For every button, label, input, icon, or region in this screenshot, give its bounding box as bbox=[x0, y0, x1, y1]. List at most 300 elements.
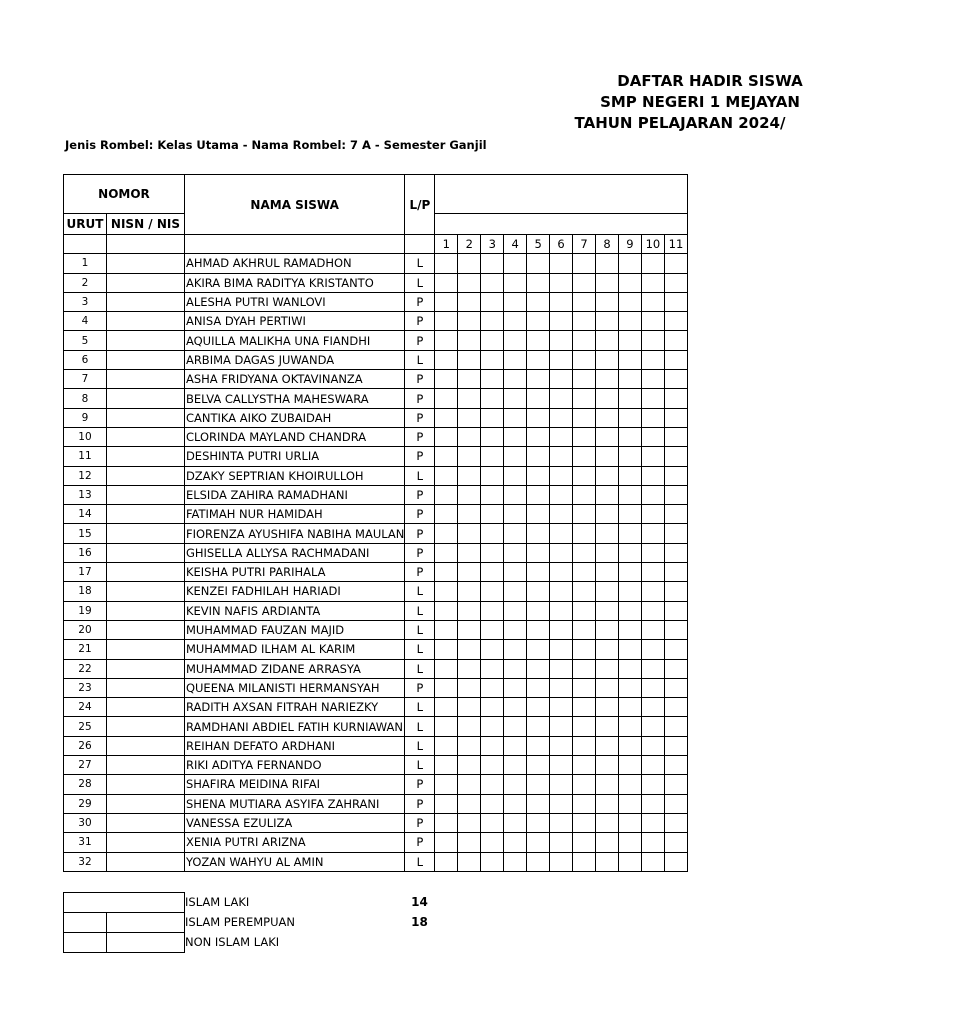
attendance-cell bbox=[435, 350, 458, 369]
attendance-cell bbox=[573, 524, 596, 543]
row-number: 7 bbox=[64, 370, 107, 389]
attendance-cell bbox=[527, 775, 550, 794]
attendance-cell bbox=[641, 813, 664, 832]
attendance-cell bbox=[618, 659, 641, 678]
attendance-cell bbox=[550, 736, 573, 755]
row-nisn bbox=[106, 736, 184, 755]
day-header-2: 2 bbox=[458, 235, 481, 254]
blank-cell bbox=[405, 235, 435, 254]
table-row bbox=[64, 331, 688, 350]
row-student-name: SHAFIRA MEIDINA RIFAI bbox=[184, 775, 404, 794]
attendance-cell bbox=[504, 756, 527, 775]
row-student-name: MUHAMMAD FAUZAN MAJID bbox=[184, 620, 404, 639]
attendance-cell bbox=[527, 331, 550, 350]
attendance-cell bbox=[664, 698, 687, 717]
attendance-cell bbox=[664, 389, 687, 408]
attendance-cell bbox=[596, 736, 619, 755]
attendance-cell bbox=[618, 717, 641, 736]
row-student-name: CLORINDA MAYLAND CHANDRA bbox=[184, 427, 404, 446]
attendance-cell bbox=[596, 350, 619, 369]
attendance-cell bbox=[527, 408, 550, 427]
attendance-cell bbox=[435, 813, 458, 832]
attendance-cell bbox=[527, 813, 550, 832]
attendance-cell bbox=[596, 505, 619, 524]
attendance-cell bbox=[481, 331, 504, 350]
table-row bbox=[64, 640, 688, 659]
attendance-cell bbox=[435, 312, 458, 331]
header-nisn: NISN / NIS bbox=[106, 214, 184, 235]
row-gender: P bbox=[405, 292, 435, 311]
attendance-cell bbox=[641, 775, 664, 794]
summary-islam-perempuan-value: 18 bbox=[411, 915, 428, 929]
table-row bbox=[64, 312, 688, 331]
row-gender: P bbox=[405, 389, 435, 408]
row-number: 30 bbox=[64, 813, 107, 832]
attendance-cell bbox=[527, 794, 550, 813]
summary-table bbox=[63, 892, 435, 953]
attendance-cell bbox=[504, 640, 527, 659]
attendance-cell bbox=[664, 370, 687, 389]
attendance-cell bbox=[435, 389, 458, 408]
attendance-cell bbox=[504, 852, 527, 871]
attendance-cell bbox=[458, 601, 481, 620]
attendance-cell bbox=[504, 794, 527, 813]
attendance-cell bbox=[504, 717, 527, 736]
attendance-cell bbox=[481, 447, 504, 466]
table-row bbox=[64, 756, 688, 775]
attendance-cell bbox=[458, 273, 481, 292]
attendance-cell bbox=[664, 292, 687, 311]
attendance-cell bbox=[458, 582, 481, 601]
attendance-cell bbox=[618, 254, 641, 273]
attendance-cell bbox=[481, 640, 504, 659]
attendance-cell bbox=[504, 543, 527, 562]
table-row bbox=[64, 659, 688, 678]
attendance-cell bbox=[573, 331, 596, 350]
attendance-cell bbox=[573, 698, 596, 717]
attendance-cell bbox=[527, 466, 550, 485]
attendance-cell bbox=[641, 447, 664, 466]
attendance-cell bbox=[435, 370, 458, 389]
table-row bbox=[64, 563, 688, 582]
attendance-cell bbox=[550, 389, 573, 408]
attendance-cell bbox=[504, 447, 527, 466]
row-nisn bbox=[106, 292, 184, 311]
attendance-cell bbox=[618, 640, 641, 659]
row-student-name: KENZEI FADHILAH HARIADI bbox=[184, 582, 404, 601]
attendance-cell bbox=[618, 273, 641, 292]
attendance-cell bbox=[435, 447, 458, 466]
attendance-cell bbox=[573, 408, 596, 427]
row-student-name: FATIMAH NUR HAMIDAH bbox=[184, 505, 404, 524]
row-gender: P bbox=[405, 833, 435, 852]
blank-cell bbox=[64, 235, 107, 254]
row-number: 22 bbox=[64, 659, 107, 678]
attendance-cell bbox=[664, 582, 687, 601]
attendance-cell bbox=[550, 447, 573, 466]
table-row bbox=[64, 794, 688, 813]
attendance-cell bbox=[504, 601, 527, 620]
row-student-name: QUEENA MILANISTI HERMANSYAH bbox=[184, 678, 404, 697]
attendance-cell bbox=[550, 331, 573, 350]
attendance-cell bbox=[573, 620, 596, 639]
attendance-cell bbox=[527, 389, 550, 408]
attendance-cell bbox=[618, 543, 641, 562]
attendance-cell bbox=[435, 678, 458, 697]
attendance-cell bbox=[550, 678, 573, 697]
row-nisn bbox=[106, 582, 184, 601]
header-lp: L/P bbox=[405, 175, 435, 235]
attendance-cell bbox=[527, 756, 550, 775]
row-student-name: AKIRA BIMA RADITYA KRISTANTO bbox=[184, 273, 404, 292]
table-row bbox=[64, 447, 688, 466]
row-student-name: GHISELLA ALLYSA RACHMADANI bbox=[184, 543, 404, 562]
table-row bbox=[64, 485, 688, 504]
row-number: 28 bbox=[64, 775, 107, 794]
attendance-cell bbox=[550, 698, 573, 717]
row-gender: L bbox=[405, 466, 435, 485]
attendance-cell bbox=[504, 485, 527, 504]
row-student-name: ANISA DYAH PERTIWI bbox=[184, 312, 404, 331]
attendance-cell bbox=[458, 370, 481, 389]
row-gender: P bbox=[405, 794, 435, 813]
attendance-cell bbox=[596, 813, 619, 832]
table-row bbox=[64, 466, 688, 485]
day-header-6: 6 bbox=[550, 235, 573, 254]
attendance-cell bbox=[596, 582, 619, 601]
table-row bbox=[64, 408, 688, 427]
table-row bbox=[64, 620, 688, 639]
summary-box bbox=[64, 893, 185, 913]
attendance-cell bbox=[664, 466, 687, 485]
attendance-cell bbox=[641, 312, 664, 331]
table-row bbox=[64, 427, 688, 446]
attendance-cell bbox=[504, 659, 527, 678]
row-student-name: ALESHA PUTRI WANLOVI bbox=[184, 292, 404, 311]
row-student-name: RAMDHANI ABDIEL FATIH KURNIAWAN bbox=[184, 717, 404, 736]
attendance-cell bbox=[435, 273, 458, 292]
attendance-cell bbox=[664, 775, 687, 794]
attendance-cell bbox=[573, 427, 596, 446]
attendance-cell bbox=[618, 756, 641, 775]
attendance-cell bbox=[618, 427, 641, 446]
attendance-cell bbox=[596, 312, 619, 331]
row-number: 21 bbox=[64, 640, 107, 659]
attendance-cell bbox=[504, 350, 527, 369]
day-header-9: 9 bbox=[618, 235, 641, 254]
attendance-cell bbox=[641, 466, 664, 485]
row-number: 19 bbox=[64, 601, 107, 620]
day-header-8: 8 bbox=[596, 235, 619, 254]
row-gender: P bbox=[405, 678, 435, 697]
school-name: SMP NEGERI 1 MEJAYAN bbox=[600, 93, 800, 111]
row-gender: L bbox=[405, 717, 435, 736]
attendance-cell bbox=[527, 292, 550, 311]
row-number: 23 bbox=[64, 678, 107, 697]
row-nisn bbox=[106, 717, 184, 736]
attendance-cell bbox=[550, 524, 573, 543]
attendance-cell bbox=[504, 292, 527, 311]
attendance-cell bbox=[596, 678, 619, 697]
attendance-cell bbox=[435, 736, 458, 755]
attendance-cell bbox=[527, 833, 550, 852]
attendance-cell bbox=[458, 292, 481, 311]
attendance-cell bbox=[458, 833, 481, 852]
attendance-cell bbox=[550, 601, 573, 620]
attendance-cell bbox=[664, 485, 687, 504]
attendance-cell bbox=[550, 292, 573, 311]
attendance-cell bbox=[573, 756, 596, 775]
attendance-cell bbox=[481, 292, 504, 311]
attendance-cell bbox=[481, 389, 504, 408]
summary-islam-laki-label: ISLAM LAKI bbox=[185, 895, 250, 909]
attendance-cell bbox=[481, 466, 504, 485]
row-student-name: MUHAMMAD ILHAM AL KARIM bbox=[184, 640, 404, 659]
attendance-cell bbox=[435, 640, 458, 659]
table-row bbox=[64, 852, 688, 871]
row-nisn bbox=[106, 370, 184, 389]
attendance-cell bbox=[664, 350, 687, 369]
table-row bbox=[64, 717, 688, 736]
attendance-cell bbox=[527, 659, 550, 678]
attendance-cell bbox=[527, 582, 550, 601]
row-nisn bbox=[106, 524, 184, 543]
attendance-cell bbox=[527, 524, 550, 543]
attendance-cell bbox=[664, 505, 687, 524]
attendance-cell bbox=[550, 794, 573, 813]
attendance-cell bbox=[458, 678, 481, 697]
attendance-cell bbox=[458, 563, 481, 582]
attendance-cell bbox=[481, 524, 504, 543]
row-gender: P bbox=[405, 408, 435, 427]
attendance-cell bbox=[641, 852, 664, 871]
attendance-cell bbox=[641, 717, 664, 736]
row-number: 4 bbox=[64, 312, 107, 331]
row-student-name: AHMAD AKHRUL RAMADHON bbox=[184, 254, 404, 273]
attendance-cell bbox=[664, 254, 687, 273]
attendance-cell bbox=[641, 273, 664, 292]
attendance-cell bbox=[641, 659, 664, 678]
attendance-cell bbox=[573, 273, 596, 292]
attendance-cell bbox=[664, 833, 687, 852]
attendance-cell bbox=[458, 505, 481, 524]
attendance-cell bbox=[504, 833, 527, 852]
attendance-cell bbox=[550, 563, 573, 582]
attendance-cell bbox=[435, 427, 458, 446]
attendance-cell bbox=[641, 601, 664, 620]
attendance-cell bbox=[435, 524, 458, 543]
table-row bbox=[64, 273, 688, 292]
attendance-cell bbox=[481, 505, 504, 524]
attendance-cell bbox=[527, 312, 550, 331]
attendance-cell bbox=[481, 678, 504, 697]
attendance-cell bbox=[664, 601, 687, 620]
row-student-name: KEISHA PUTRI PARIHALA bbox=[184, 563, 404, 582]
attendance-cell bbox=[664, 543, 687, 562]
attendance-cell bbox=[641, 427, 664, 446]
attendance-cell bbox=[435, 292, 458, 311]
attendance-cell bbox=[458, 756, 481, 775]
attendance-cell bbox=[573, 350, 596, 369]
attendance-cell bbox=[596, 640, 619, 659]
row-gender: L bbox=[405, 756, 435, 775]
attendance-cell bbox=[664, 563, 687, 582]
attendance-cell bbox=[481, 794, 504, 813]
attendance-cell bbox=[527, 640, 550, 659]
row-student-name: BELVA CALLYSTHA MAHESWARA bbox=[184, 389, 404, 408]
row-nisn bbox=[106, 775, 184, 794]
attendance-cell bbox=[550, 775, 573, 794]
attendance-cell bbox=[596, 370, 619, 389]
attendance-cell bbox=[458, 794, 481, 813]
attendance-cell bbox=[596, 698, 619, 717]
attendance-cell bbox=[435, 717, 458, 736]
day-header-7: 7 bbox=[573, 235, 596, 254]
attendance-cell bbox=[641, 563, 664, 582]
attendance-cell bbox=[504, 505, 527, 524]
attendance-cell bbox=[618, 601, 641, 620]
row-gender: P bbox=[405, 543, 435, 562]
row-number: 11 bbox=[64, 447, 107, 466]
table-row bbox=[64, 292, 688, 311]
attendance-cell bbox=[664, 427, 687, 446]
attendance-cell bbox=[550, 756, 573, 775]
day-header-11: 11 bbox=[664, 235, 687, 254]
attendance-cell bbox=[504, 698, 527, 717]
attendance-cell bbox=[458, 698, 481, 717]
attendance-cell bbox=[481, 736, 504, 755]
attendance-cell bbox=[435, 408, 458, 427]
attendance-cell bbox=[618, 794, 641, 813]
attendance-cell bbox=[527, 254, 550, 273]
attendance-cell bbox=[481, 756, 504, 775]
attendance-cell bbox=[435, 659, 458, 678]
attendance-cell bbox=[664, 312, 687, 331]
row-gender: L bbox=[405, 659, 435, 678]
attendance-cell bbox=[481, 254, 504, 273]
attendance-cell bbox=[504, 563, 527, 582]
day-header-10: 10 bbox=[641, 235, 664, 254]
attendance-cell bbox=[435, 833, 458, 852]
attendance-cell bbox=[550, 543, 573, 562]
attendance-cell bbox=[458, 466, 481, 485]
attendance-cell bbox=[504, 331, 527, 350]
attendance-cell bbox=[664, 717, 687, 736]
attendance-cell bbox=[664, 620, 687, 639]
attendance-cell bbox=[573, 717, 596, 736]
attendance-cell bbox=[664, 273, 687, 292]
attendance-cell bbox=[435, 505, 458, 524]
attendance-cell bbox=[481, 852, 504, 871]
attendance-cell bbox=[573, 466, 596, 485]
attendance-cell bbox=[481, 582, 504, 601]
row-number: 1 bbox=[64, 254, 107, 273]
attendance-cell bbox=[550, 350, 573, 369]
attendance-cell bbox=[504, 678, 527, 697]
attendance-cell bbox=[481, 350, 504, 369]
attendance-cell bbox=[618, 620, 641, 639]
attendance-cell bbox=[664, 794, 687, 813]
attendance-cell bbox=[458, 852, 481, 871]
row-number: 20 bbox=[64, 620, 107, 639]
table-row bbox=[64, 775, 688, 794]
attendance-cell bbox=[435, 543, 458, 562]
attendance-cell bbox=[550, 620, 573, 639]
table-row bbox=[64, 813, 688, 832]
attendance-cell bbox=[573, 254, 596, 273]
attendance-cell bbox=[527, 698, 550, 717]
attendance-cell bbox=[641, 582, 664, 601]
attendance-cell bbox=[481, 601, 504, 620]
attendance-cell bbox=[550, 582, 573, 601]
row-gender: L bbox=[405, 852, 435, 871]
attendance-cell bbox=[481, 717, 504, 736]
attendance-cell bbox=[618, 312, 641, 331]
summary-islam-perempuan-label: ISLAM PEREMPUAN bbox=[185, 915, 296, 929]
table-row bbox=[64, 254, 688, 273]
attendance-cell bbox=[641, 485, 664, 504]
attendance-cell bbox=[435, 331, 458, 350]
academic-year: TAHUN PELAJARAN 2024/ bbox=[574, 114, 786, 132]
attendance-cell bbox=[618, 775, 641, 794]
row-student-name: XENIA PUTRI ARIZNA bbox=[184, 833, 404, 852]
row-number: 9 bbox=[64, 408, 107, 427]
attendance-cell bbox=[596, 254, 619, 273]
attendance-cell bbox=[664, 640, 687, 659]
row-gender: P bbox=[405, 331, 435, 350]
attendance-cell bbox=[435, 485, 458, 504]
attendance-cell bbox=[618, 370, 641, 389]
attendance-cell bbox=[550, 273, 573, 292]
attendance-cell bbox=[664, 524, 687, 543]
row-nisn bbox=[106, 331, 184, 350]
attendance-cell bbox=[641, 350, 664, 369]
attendance-cell bbox=[573, 563, 596, 582]
attendance-cell bbox=[458, 659, 481, 678]
attendance-cell bbox=[435, 466, 458, 485]
row-nisn bbox=[106, 601, 184, 620]
attendance-cell bbox=[481, 620, 504, 639]
row-gender: P bbox=[405, 370, 435, 389]
attendance-cell bbox=[664, 678, 687, 697]
attendance-cell bbox=[550, 427, 573, 446]
attendance-cell bbox=[573, 292, 596, 311]
attendance-cell bbox=[596, 659, 619, 678]
row-nisn bbox=[106, 389, 184, 408]
table-row bbox=[64, 582, 688, 601]
row-number: 27 bbox=[64, 756, 107, 775]
row-gender: P bbox=[405, 427, 435, 446]
row-number: 3 bbox=[64, 292, 107, 311]
row-gender: P bbox=[405, 312, 435, 331]
row-number: 17 bbox=[64, 563, 107, 582]
summary-non-islam-laki-label: NON ISLAM LAKI bbox=[185, 935, 280, 949]
row-nisn bbox=[106, 543, 184, 562]
attendance-cell bbox=[527, 273, 550, 292]
attendance-cell bbox=[573, 505, 596, 524]
attendance-cell bbox=[481, 485, 504, 504]
attendance-cell bbox=[618, 485, 641, 504]
attendance-cell bbox=[596, 620, 619, 639]
attendance-cell bbox=[573, 775, 596, 794]
row-student-name: YOZAN WAHYU AL AMIN bbox=[184, 852, 404, 871]
row-gender: L bbox=[405, 582, 435, 601]
attendance-cell bbox=[458, 312, 481, 331]
attendance-cell bbox=[596, 601, 619, 620]
attendance-cell bbox=[435, 601, 458, 620]
row-nisn bbox=[106, 659, 184, 678]
row-gender: L bbox=[405, 350, 435, 369]
